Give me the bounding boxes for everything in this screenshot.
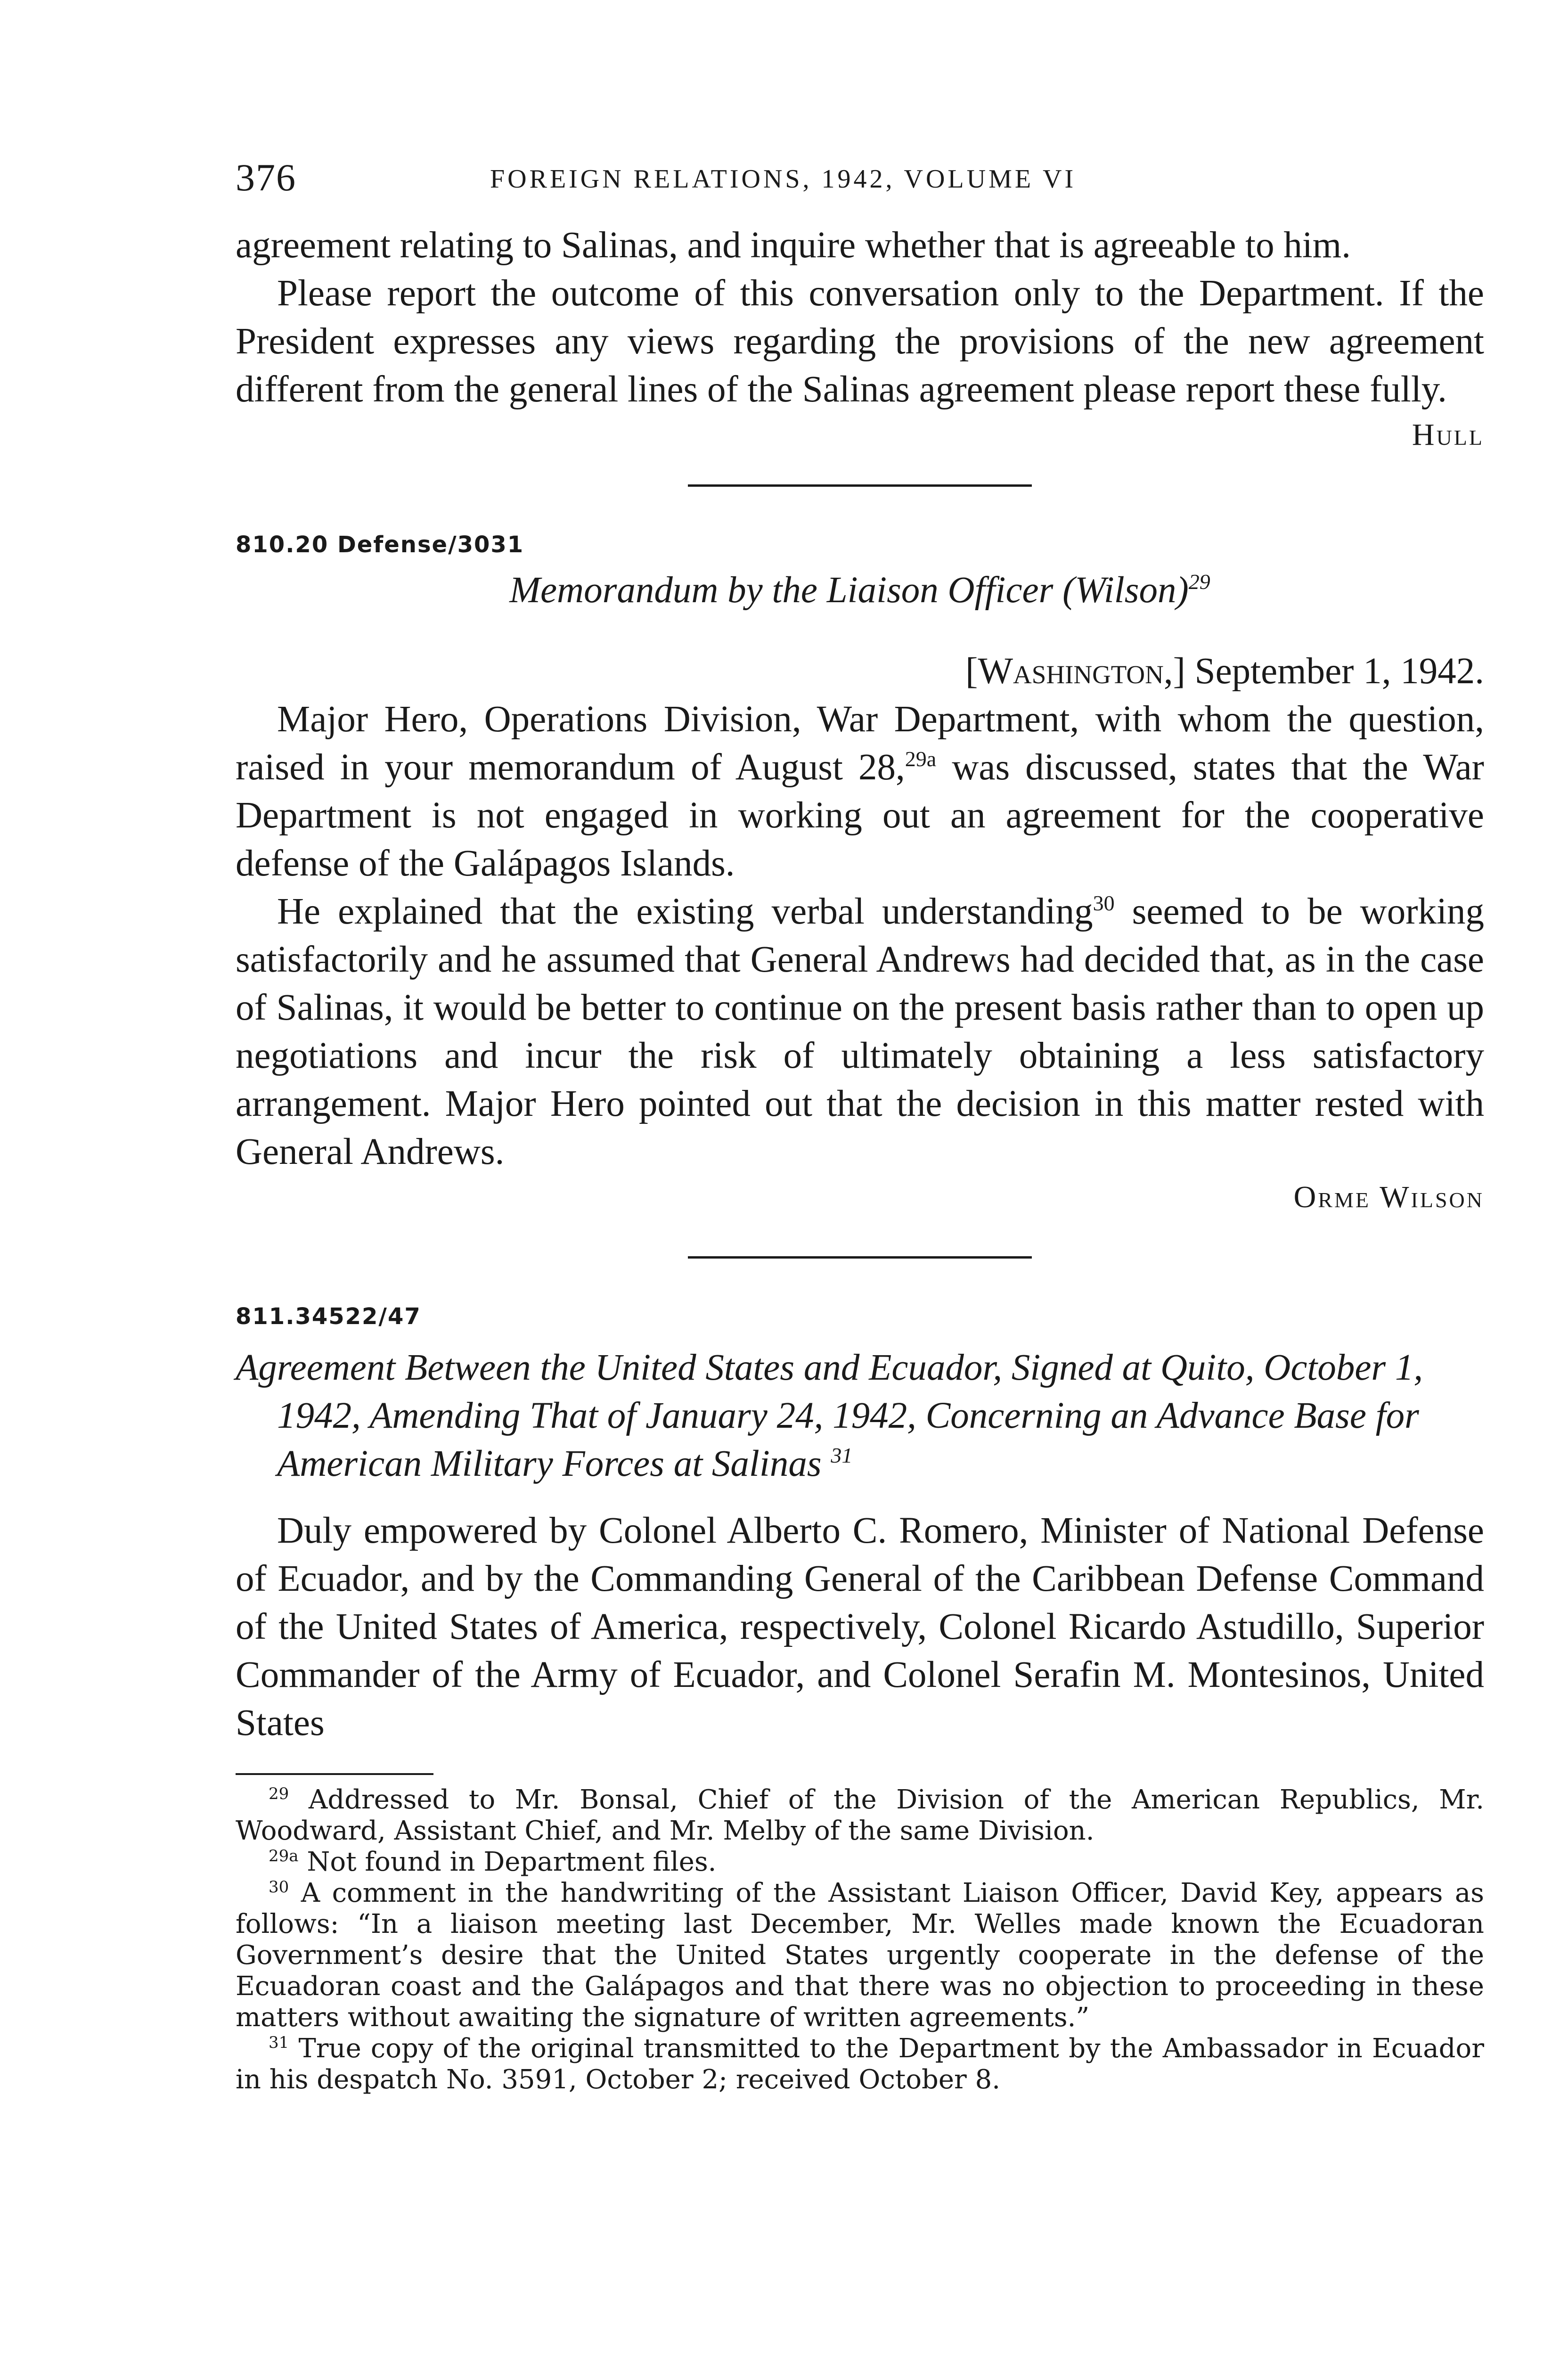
footnote-ref: 29 <box>1188 570 1210 594</box>
paragraph: Please report the outcome of this conversation only to the Department. If the President expresses any views regarding the provisions of the new agreement different from the general lines of the Salinas agreement please report these fully. <box>236 273 1484 410</box>
file-number: 811.34522/47 <box>236 1303 421 1330</box>
footnote <box>236 1878 1484 2033</box>
memorandum-section <box>236 532 1484 1219</box>
footnote <box>236 1784 1484 1847</box>
footnote-mark: 29a <box>269 1847 299 1865</box>
footnote <box>236 1847 1484 1878</box>
agreement-section <box>236 1303 1484 1747</box>
dateline-place: [Washington,] <box>965 651 1185 692</box>
document-page <box>236 155 1484 2095</box>
paragraph-text: seemed to be working satisfactorily and he assumed that General Andrews had decided that, as in the case of Salinas, it would be better to continue on the present basis rather than to open up negotiations and incur the risk of ultimately obtaining a less satisfactory arrangement. Major Hero pointed out that the decision in this matter rested with General Andrews. <box>236 891 1484 1172</box>
paragraph: Duly empowered by Colonel Alberto C. Romero, Minister of National Defense of Ecuador, and by the Commanding General of the Caribbean Defense Command of the United States of America, respectively, Colonel Ricardo Astudillo, Superior Commander of the Army of Ecuador, and Colonel Serafin M. Montesinos, United States <box>236 1510 1484 1743</box>
footnote <box>236 2033 1484 2095</box>
paragraph: agreement relating to Salinas, and inquire whether that is agreeable to him. <box>236 225 1351 266</box>
document-title-text: Agreement Between the United States and Ecuador, Signed at Quito, October 1, 1942, Amending That of January 24, 1942, Concerning an Advance Base for American Military Forces at Salinas <box>236 1347 1423 1484</box>
page-header <box>236 155 1484 212</box>
document-title <box>236 1344 1484 1488</box>
footnotes <box>236 1784 1484 2095</box>
footnote-mark: 29 <box>269 1784 289 1803</box>
footnote-ref: 29a <box>905 747 937 771</box>
page-number: 376 <box>236 156 296 199</box>
paragraph <box>236 695 1484 888</box>
document-title <box>236 566 1484 614</box>
signature: Hull <box>1412 417 1484 452</box>
footnote-mark: 31 <box>269 2033 289 2052</box>
signature: Orme Wilson <box>1293 1180 1484 1214</box>
dateline-date: September 1, 1942. <box>1194 651 1484 692</box>
document-title-text: Memorandum by the Liaison Officer (Wilson) <box>509 570 1189 611</box>
footnote-text: A comment in the handwriting of the Assistant Liaison Officer, David Key, appears as follows: “In a liaison meeting last December, Mr. Welles made known the Ecuadoran Government’s desire that the United States urgently cooperate in the defense of the Ecuadoran coast and the Galápagos and that there was no objection to proceeding in these matters without awaiting the signature of written agreements.” <box>236 1878 1484 2033</box>
footnote-ref: 31 <box>831 1443 853 1467</box>
telegram-continuation <box>236 221 1484 456</box>
paragraph <box>236 888 1484 1176</box>
paragraph-text: Major Hero, Operations Division, War Department, with whom the question, raised in your memorandum of August 28, <box>236 699 1484 788</box>
paragraph-text: was discussed, states that the War Department is not engaged in working out an agreement for the cooperative defense of the Galápagos Islands. <box>236 747 1484 884</box>
footnote-text: True copy of the original transmitted to the Department by the Ambassador in Ecuador in his despatch No. 3591, October 2; received October 8. <box>236 2033 1484 2095</box>
paragraph-text: He explained that the existing verbal understanding <box>277 891 1093 932</box>
footnote-mark: 30 <box>269 1878 289 1897</box>
running-head: FOREIGN RELATIONS, 1942, VOLUME VI <box>490 164 1077 194</box>
dateline <box>236 647 1484 695</box>
file-number: 810.20 Defense/3031 <box>236 532 524 558</box>
footnote-text: Addressed to Mr. Bonsal, Chief of the Division of the American Republics, Mr. Woodward, Assistant Chief, and Mr. Melby of the same Division. <box>236 1784 1485 1846</box>
footnote-ref: 30 <box>1093 891 1115 915</box>
footnote-text: Not found in Department files. <box>307 1847 717 1877</box>
